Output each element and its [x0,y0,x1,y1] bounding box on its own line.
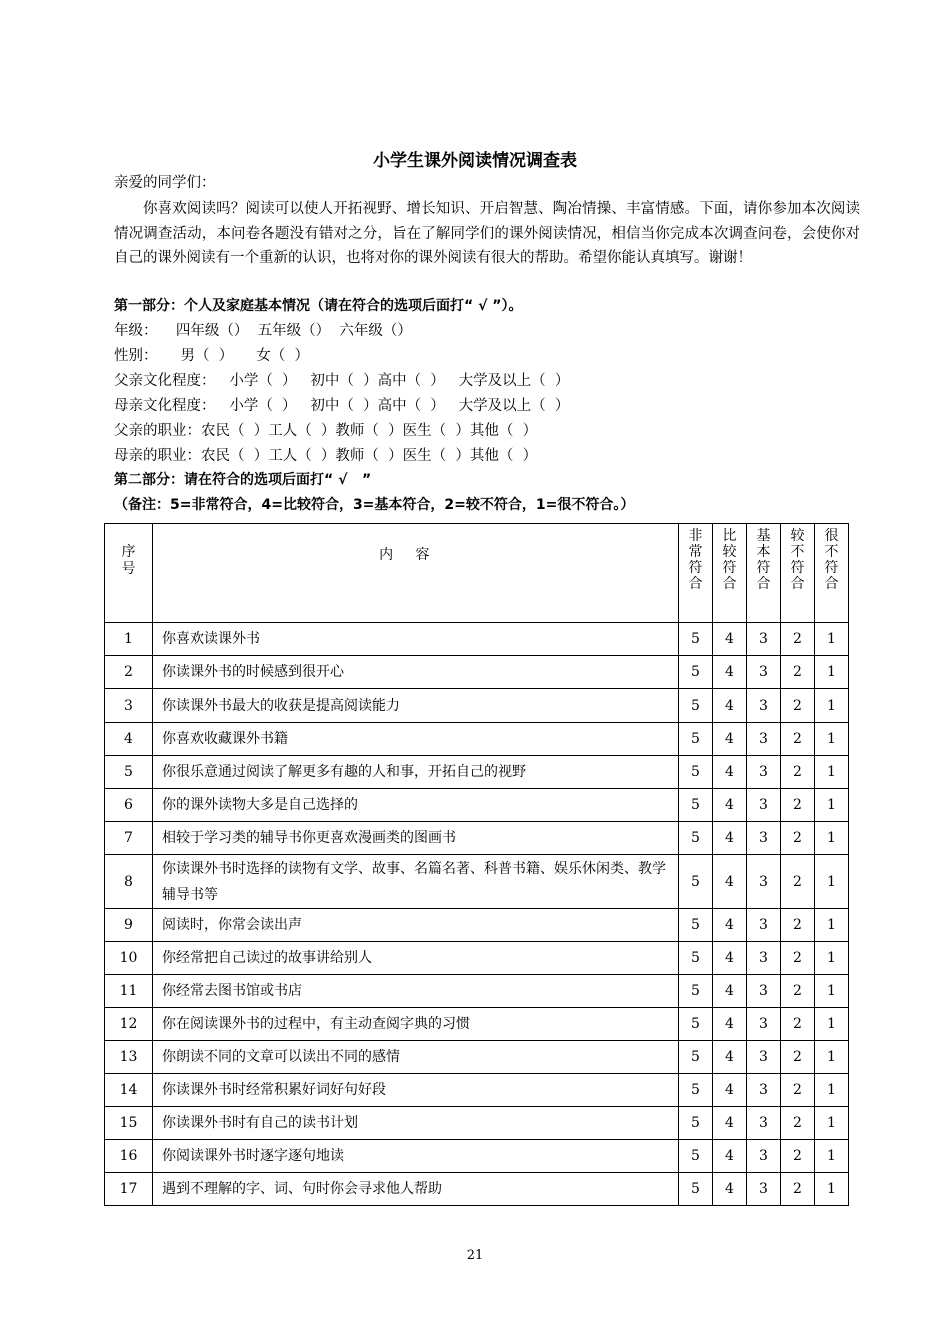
part1-heading: 第一部分：个人及家庭基本情况（请在符合的选项后面打“ √ ”）。 [114,298,523,314]
score-option[interactable]: 4 [713,656,747,689]
score-option[interactable]: 2 [781,1041,815,1074]
row-statement: 你读课外书的时候感到很开心 [153,656,679,689]
score-option[interactable]: 4 [713,623,747,656]
grade-line: 年级： 四年级（） 五年级（） 六年级（） [114,323,412,339]
header-char: 序 [121,544,136,560]
score-option[interactable]: 4 [713,822,747,855]
score-option[interactable]: 5 [679,975,713,1008]
score-option[interactable]: 3 [747,689,781,723]
row-statement: 你在阅读课外书的过程中，有主动查阅字典的习惯 [153,1008,679,1041]
score-option[interactable]: 1 [815,756,849,789]
header-char: 常 [688,544,703,560]
part2-heading: 第二部分：请在符合的选项后面打“ √ ” [114,472,372,488]
row-number: 11 [105,975,153,1008]
father-job-line: 父亲的职业：农民（ ）工人（ ）教师（ ）医生（ ）其他（ ） [114,423,538,439]
table-row [105,975,849,1008]
score-option[interactable]: 2 [781,822,815,855]
score-option[interactable]: 5 [679,789,713,822]
score-option[interactable]: 2 [781,975,815,1008]
score-option[interactable]: 1 [815,1140,849,1173]
score-option[interactable]: 3 [747,942,781,975]
row-statement: 你喜欢收藏课外书籍 [153,723,679,756]
row-number: 3 [105,689,153,723]
header-very-consistent [679,524,713,623]
header-char: 合 [722,576,737,592]
row-number: 14 [105,1074,153,1107]
score-option[interactable]: 5 [679,623,713,656]
intro-paragraph: 你喜欢阅读吗？阅读可以使人开拓视野、增长知识、开启智慧、陶冶情操、丰富情感。下面，请你参加本次阅读情况调查活动，本问卷各题没有错对之分，旨在了解同学们的课外阅读情况，相信当你完成本次调查问卷，会使你对自己的课外阅读有一个重新的认识，也将对你的课外阅读有很大的帮助。希望你能认真填写。谢谢！ [114,201,860,266]
score-option[interactable]: 3 [747,975,781,1008]
score-option[interactable]: 3 [747,909,781,942]
table-row [105,723,849,756]
row-number: 17 [105,1173,153,1206]
header-less-consistent [781,524,815,623]
header-col-label [747,528,780,592]
score-option[interactable]: 1 [815,1107,849,1140]
row-number: 5 [105,756,153,789]
row-statement: 你经常把自己读过的故事讲给别人 [153,942,679,975]
table-body [105,623,849,1206]
score-option[interactable]: 1 [815,975,849,1008]
row-number: 1 [105,623,153,656]
score-option[interactable]: 1 [815,909,849,942]
survey-table [104,523,849,1206]
row-number: 13 [105,1041,153,1074]
score-option[interactable]: 2 [781,855,815,909]
row-number: 12 [105,1008,153,1041]
score-option[interactable]: 1 [815,723,849,756]
score-option[interactable]: 2 [781,656,815,689]
row-number: 9 [105,909,153,942]
score-option[interactable]: 3 [747,723,781,756]
score-option[interactable]: 3 [747,1008,781,1041]
row-statement: 相较于学习类的辅导书你更喜欢漫画类的图画书 [153,822,679,855]
header-char: 合 [756,576,771,592]
score-option[interactable]: 4 [713,789,747,822]
score-option[interactable]: 1 [815,822,849,855]
score-option[interactable]: 1 [815,855,849,909]
row-number: 16 [105,1140,153,1173]
score-option[interactable]: 3 [747,1041,781,1074]
row-statement: 你读课外书最大的收获是提高阅读能力 [153,689,679,723]
score-option[interactable]: 3 [747,756,781,789]
score-option[interactable]: 2 [781,689,815,723]
row-statement: 你读课外书时有自己的读书计划 [153,1107,679,1140]
row-statement: 你读课外书时经常积累好词好句好段 [153,1074,679,1107]
header-col-label [713,528,746,592]
score-option[interactable]: 3 [747,1140,781,1173]
header-char: 较 [722,544,737,560]
score-option[interactable]: 5 [679,855,713,909]
score-option[interactable]: 5 [679,1173,713,1206]
score-option[interactable]: 3 [747,789,781,822]
row-statement: 你朗读不同的文章可以读出不同的感情 [153,1041,679,1074]
table-row [105,623,849,656]
father-education-line: 父亲文化程度： 小学（ ） 初中（ ）高中（ ） 大学及以上（ ） [114,373,570,389]
score-option[interactable]: 1 [815,789,849,822]
table-row [105,1140,849,1173]
score-option[interactable]: 3 [747,1173,781,1206]
score-option[interactable]: 3 [747,656,781,689]
header-char: 符 [688,560,703,576]
score-option[interactable]: 3 [747,822,781,855]
mother-education-line: 母亲文化程度： 小学（ ） 初中（ ）高中（ ） 大学及以上（ ） [114,398,570,414]
score-option[interactable]: 1 [815,656,849,689]
header-char: 符 [790,560,805,576]
score-option[interactable]: 4 [713,1107,747,1140]
row-statement: 遇到不理解的字、词、句时你会寻求他人帮助 [153,1173,679,1206]
score-option[interactable]: 4 [713,756,747,789]
header-col-label [781,528,814,592]
header-char: 基 [756,528,771,544]
score-option[interactable]: 2 [781,909,815,942]
row-number: 4 [105,723,153,756]
score-option[interactable]: 2 [781,1074,815,1107]
score-option[interactable]: 4 [713,723,747,756]
row-number: 2 [105,656,153,689]
table-row [105,656,849,689]
header-char: 不 [824,544,839,560]
score-option[interactable]: 2 [781,723,815,756]
score-option[interactable]: 4 [713,1140,747,1173]
score-option[interactable]: 2 [781,789,815,822]
table-row [105,1107,849,1140]
table-row [105,1041,849,1074]
score-option[interactable]: 4 [713,1008,747,1041]
score-option[interactable]: 5 [679,723,713,756]
header-char: 号 [121,561,136,577]
page-number: 21 [466,1248,484,1263]
score-option[interactable]: 5 [679,1107,713,1140]
score-option[interactable]: 2 [781,1173,815,1206]
score-option[interactable]: 2 [781,1140,815,1173]
score-option[interactable]: 4 [713,942,747,975]
table-row [105,855,849,909]
table-row [105,942,849,975]
table-row [105,1173,849,1206]
header-sequence-label [105,544,152,578]
header-char: 本 [756,544,771,560]
score-option[interactable]: 1 [815,1074,849,1107]
row-statement: 你经常去图书馆或书店 [153,975,679,1008]
score-option[interactable]: 3 [747,1107,781,1140]
row-statement: 你的课外读物大多是自己选择的 [153,789,679,822]
header-sequence [105,524,153,623]
score-option[interactable]: 5 [679,1041,713,1074]
header-char: 比 [722,528,737,544]
header-basically-consistent [747,524,781,623]
header-col-label [679,528,712,592]
header-not-consistent [815,524,849,623]
row-number: 10 [105,942,153,975]
table-row [105,822,849,855]
table-row [105,1074,849,1107]
score-option[interactable]: 4 [713,1074,747,1107]
header-char: 符 [824,560,839,576]
score-option[interactable]: 1 [815,1041,849,1074]
row-number: 15 [105,1107,153,1140]
score-option[interactable]: 3 [747,855,781,909]
score-option[interactable]: 2 [781,623,815,656]
score-option[interactable]: 5 [679,689,713,723]
row-number: 6 [105,789,153,822]
header-content: 内容 [153,524,679,623]
header-col-label [815,528,848,592]
header-char: 较 [790,528,805,544]
score-option[interactable]: 5 [679,1140,713,1173]
score-option[interactable]: 4 [713,1173,747,1206]
score-option[interactable]: 2 [781,1008,815,1041]
score-option[interactable]: 2 [781,942,815,975]
row-statement: 你很乐意通过阅读了解更多有趣的人和事，开拓自己的视野 [153,756,679,789]
table-row [105,689,849,723]
score-option[interactable]: 1 [815,689,849,723]
header-char: 不 [790,544,805,560]
score-option[interactable]: 4 [713,1041,747,1074]
row-statement: 你读课外书时选择的读物有文学、故事、名篇名著、科普书籍、娱乐休闲类、教学辅导书等 [153,855,679,909]
row-statement: 阅读时，你常会读出声 [153,909,679,942]
header-fairly-consistent [713,524,747,623]
header-char: 很 [824,528,839,544]
score-option[interactable]: 5 [679,822,713,855]
part2-note: （备注：5=非常符合，4=比较符合，3=基本符合，2=较不符合，1=很不符合。） [114,497,635,513]
score-option[interactable]: 4 [713,855,747,909]
table-row [105,756,849,789]
row-number: 8 [105,855,153,909]
table-header-row [105,524,849,623]
score-option[interactable]: 4 [713,689,747,723]
score-option[interactable]: 2 [781,756,815,789]
score-option[interactable]: 4 [713,975,747,1008]
header-char: 合 [688,576,703,592]
score-option[interactable]: 1 [815,1008,849,1041]
row-number: 7 [105,822,153,855]
header-char: 非 [688,528,703,544]
score-option[interactable]: 5 [679,909,713,942]
score-option[interactable]: 1 [815,623,849,656]
header-char: 符 [722,560,737,576]
score-option[interactable]: 5 [679,656,713,689]
score-option[interactable]: 1 [815,942,849,975]
score-option[interactable]: 5 [679,756,713,789]
score-option[interactable]: 2 [781,1107,815,1140]
table-row [105,1008,849,1041]
greeting: 亲爱的同学们： [114,175,216,191]
mother-job-line: 母亲的职业：农民（ ）工人（ ）教师（ ）医生（ ）其他（ ） [114,448,538,464]
gender-line: 性别： 男（ ） 女（ ） [114,348,310,364]
score-option[interactable]: 1 [815,1173,849,1206]
table-row [105,909,849,942]
score-option[interactable]: 5 [679,1074,713,1107]
page-title: 小学生课外阅读情况调查表 [373,151,577,171]
row-statement: 你喜欢读课外书 [153,623,679,656]
score-option[interactable]: 3 [747,623,781,656]
header-char: 合 [824,576,839,592]
header-char: 合 [790,576,805,592]
row-statement: 你阅读课外书时逐字逐句地读 [153,1140,679,1173]
table-row [105,789,849,822]
score-option[interactable]: 3 [747,1074,781,1107]
score-option[interactable]: 5 [679,942,713,975]
header-char: 符 [756,560,771,576]
score-option[interactable]: 4 [713,909,747,942]
score-option[interactable]: 5 [679,1008,713,1041]
